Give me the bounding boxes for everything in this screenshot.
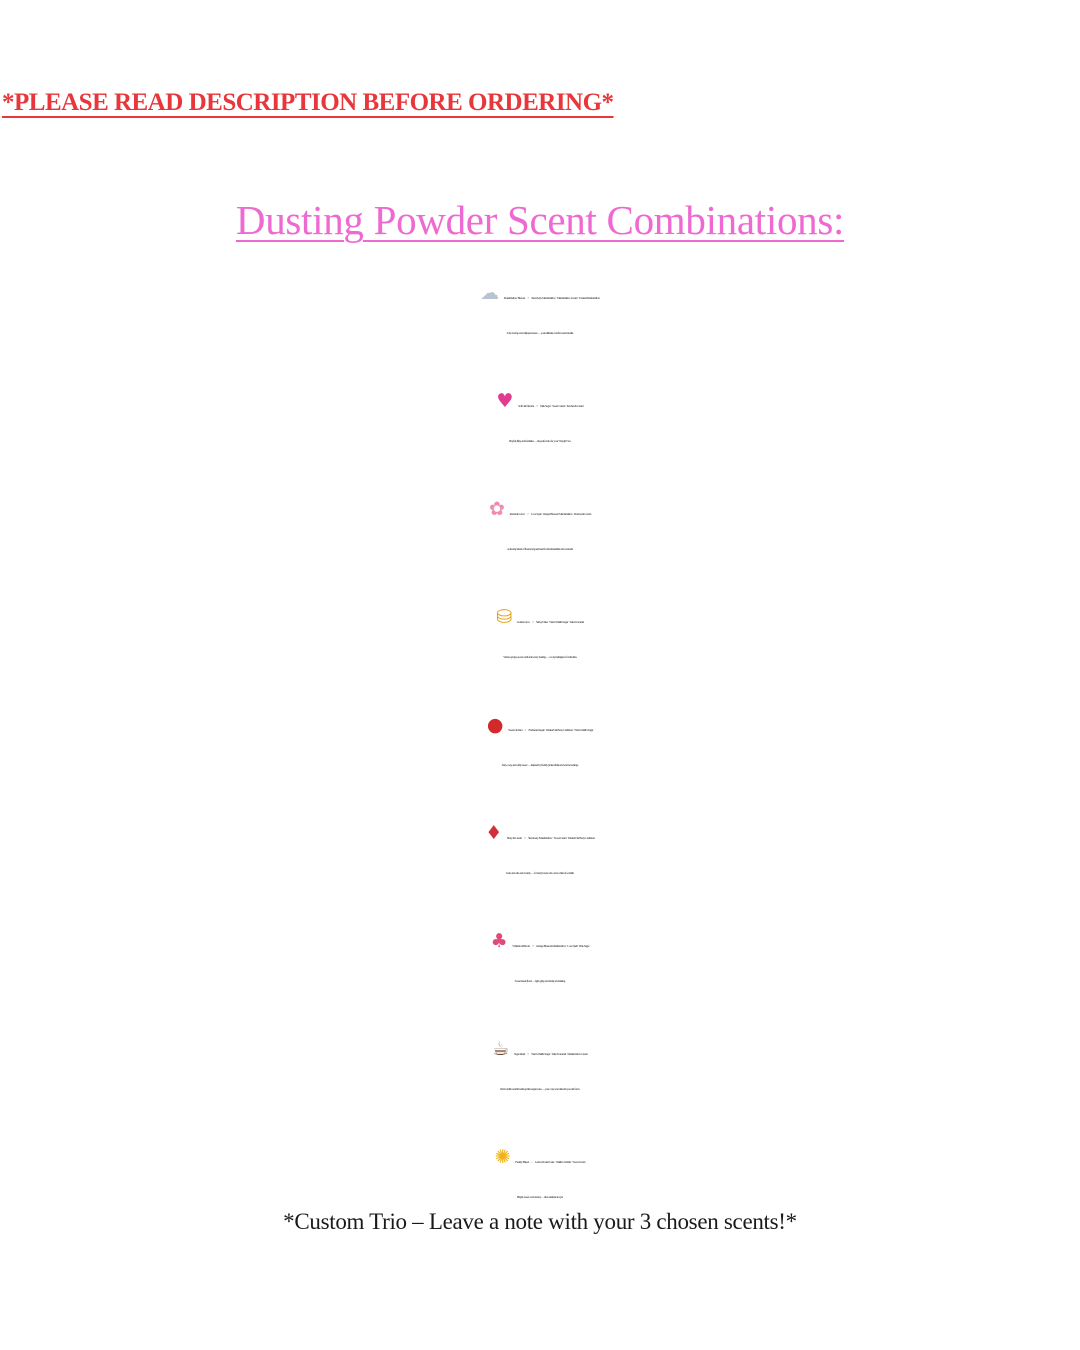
combination-separator: > xyxy=(524,836,526,840)
combination-name: Berry & Cream xyxy=(506,836,522,840)
combination-heading xyxy=(0,1032,1080,1072)
combination-scents: Pink Sugar · Sweet Cream · Peaches & Cream xyxy=(540,404,584,408)
combination-whimsical-bloom xyxy=(0,924,1080,999)
combination-marshmallow-heaven xyxy=(0,276,1080,351)
combination-heading xyxy=(0,1140,1080,1180)
combination-description: Warm, syrupy-sweet comfort in every dusting — a cozy indulgence for the skin. xyxy=(503,655,577,659)
honey-pot-icon: ⛁ xyxy=(496,606,512,628)
combination-separator: > xyxy=(527,1052,529,1056)
combination-golden-glow xyxy=(0,600,1080,675)
combination-description: Juicy, cozy, and softly sweet — inspired by freshly picked fruits and warm evenings. xyxy=(501,763,579,767)
combination-name: Sweet Orchard xyxy=(508,728,523,732)
combination-name: Soft Girl Dreams xyxy=(518,404,535,408)
combination-separator: – xyxy=(531,1160,533,1164)
tulip-icon: ♣ xyxy=(490,930,508,952)
combination-scents: Warm Vanilla Sugar · Salted Caramel · Marshmallow Cream xyxy=(531,1052,588,1056)
combination-description: Soft, creamy, and whipped-sweet — your ultimate comfort-scent bundle. xyxy=(506,331,574,335)
combination-name: Golden Glow xyxy=(516,620,530,624)
combination-scents: Orange Blossom Marshmallow · Love Spell · Pink Sugar xyxy=(536,944,590,948)
page-title: Dusting Powder Scent Combinations: xyxy=(235,197,845,243)
pink-heart-icon: ♥ xyxy=(496,390,514,412)
combination-description: Playful, flirty, and feminine — the perfect trio for your “that girl” era. xyxy=(509,439,571,443)
combination-heading xyxy=(0,708,1080,748)
combination-scents: Strawberry Marshmallow · Marshmallow Cream · Toasted Marshmallow xyxy=(531,296,600,300)
combination-separator: > xyxy=(532,620,534,624)
combination-heading xyxy=(0,816,1080,856)
cherry-blossom-icon: ✿ xyxy=(488,498,505,520)
combination-separator: > xyxy=(532,944,534,948)
strawberry-icon: ♦ xyxy=(485,822,502,844)
combination-berry-and-cream xyxy=(0,816,1080,891)
cloud-icon: ☁ xyxy=(480,282,499,304)
combination-scents: Sticky Dates · Warm Vanilla Sugar · Salted Caramel xyxy=(536,620,584,624)
combination-scents: Enchanted Apple · Rhubarb & Berry Cashmere · Warm Vanilla Sugar xyxy=(528,728,594,732)
combination-name: Whimsical Bloom xyxy=(512,944,530,948)
combination-name: Romantic Glow xyxy=(509,512,525,516)
custom-trio-note: *Custom Trio – Leave a note with your 3 chosen scents!* xyxy=(283,1209,797,1234)
combination-soft-girl-dreams xyxy=(0,384,1080,459)
combination-separator: > xyxy=(527,512,529,516)
combination-scents: Strawberry Marshmallow · Sweet Cream · Rhubarb & Berry Cashmere xyxy=(528,836,595,840)
combination-scents: Love Spell · Orange Blossom Marshmallow · Peaches & Cream xyxy=(531,512,592,516)
combination-name: Marshmallow Heaven xyxy=(503,296,525,300)
combination-romantic-glow xyxy=(0,492,1080,567)
combination-separator: > xyxy=(536,404,538,408)
combination-scents: Lemon Pound Cake · Vanilla Crumble · Sweet Cream xyxy=(535,1160,586,1164)
combination-separator: > xyxy=(524,728,527,732)
red-apple-icon: ● xyxy=(486,714,504,736)
combination-sugar-rush xyxy=(0,1032,1080,1107)
read-description-warning: *PLEASE READ DESCRIPTION BEFORE ORDERING* xyxy=(2,89,614,116)
combination-description: Lush, smooth, and creamy — for berry lovers who crave a hint of warmth. xyxy=(505,871,575,875)
combination-description: Bright, sweet, and creamy — like sunshine in a jar. xyxy=(516,1195,564,1199)
combination-separator: > xyxy=(527,296,529,300)
combination-name: Freshly Baked xyxy=(515,1160,529,1164)
combination-heading xyxy=(0,384,1080,424)
combination-sweet-orchard xyxy=(0,708,1080,783)
combination-heading xyxy=(0,600,1080,640)
combination-heading xyxy=(0,924,1080,964)
combination-description: A dreamy blend of floral and gourmand for that irresistible soft scent trail. xyxy=(507,547,573,551)
scent-combination-list xyxy=(0,276,1080,1248)
combination-heading xyxy=(0,276,1080,316)
sunflower-icon: ✺ xyxy=(494,1146,511,1168)
combination-description: Rich vanilla warmth with golden sugar notes — your cozy scent ritual in powder form. xyxy=(500,1087,580,1091)
hot-beverage-icon: ☕ xyxy=(492,1038,509,1060)
combination-heading xyxy=(0,492,1080,532)
combination-description: Sweet meets floral — light, girly, and totally enchanting. xyxy=(514,979,566,983)
combination-name: Sugar Rush xyxy=(514,1052,525,1056)
